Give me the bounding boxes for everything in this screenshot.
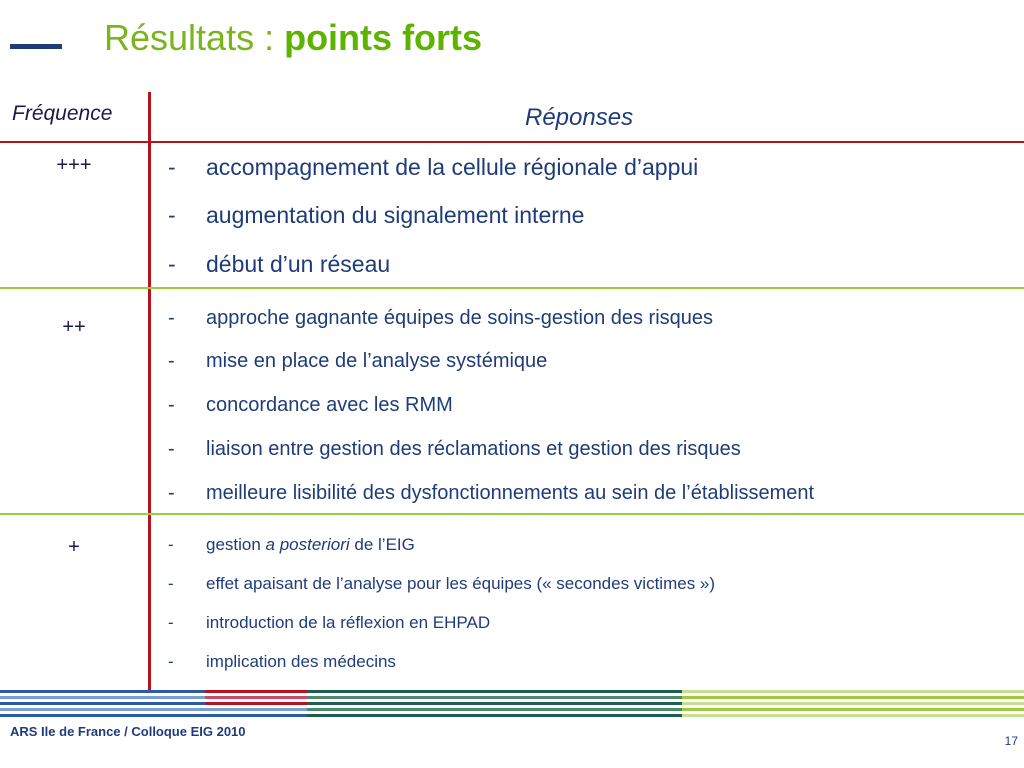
list-item: - accompagnement de la cellule régionale d’appui [168, 154, 699, 180]
stripe [205, 690, 307, 693]
frequency-low: + [68, 536, 80, 558]
stripe [682, 702, 1024, 705]
list-item: - approche gagnante équipes de soins-gestion des risques [168, 307, 714, 329]
header-divider [0, 141, 1024, 143]
decorative-stripes [0, 690, 1024, 718]
list-item: - augmentation du signalement interne [168, 202, 585, 228]
stripe [0, 702, 205, 705]
list-item-text: implication des médecins [206, 652, 396, 671]
title-highlight: points forts [284, 17, 483, 58]
logo-dash [10, 44, 62, 49]
list-item-text: début d’un réseau [206, 251, 391, 277]
stripe [307, 708, 682, 711]
frequency-high: +++ [56, 154, 92, 176]
stripe [0, 714, 205, 717]
stripe [682, 696, 1024, 699]
stripe [205, 714, 307, 717]
list-item: - meilleure lisibilité des dysfonctionnements au sein de l’établissement [168, 482, 815, 504]
page-number: 17 [1004, 734, 1018, 748]
stripe [205, 702, 307, 705]
stripe [307, 714, 682, 717]
list-item-text: effet apaisant de l’analyse pour les équipes (« secondes victimes ») [206, 574, 716, 593]
header-frequency: Fréquence [12, 102, 113, 125]
list-item-text: augmentation du signalement interne [206, 202, 585, 228]
list-item-italic: a posteriori [265, 535, 350, 554]
list-item-text: meilleure lisibilité des dysfonctionnements au sein de l’établissement [206, 482, 815, 504]
stripe [307, 702, 682, 705]
stripe [205, 696, 307, 699]
frequency-medium: ++ [62, 316, 86, 338]
list-item-text: introduction de la réflexion en EHPAD [206, 613, 491, 632]
list-item: - implication des médecins [168, 652, 396, 671]
list-item: - liaison entre gestion des réclamations et gestion des risques [168, 438, 741, 460]
stripe [682, 690, 1024, 693]
list-item-text: gestion [206, 535, 266, 554]
column-divider [148, 92, 151, 690]
stripe [0, 690, 205, 693]
stripe [682, 708, 1024, 711]
footer-text: ARS Ile de France / Colloque EIG 2010 [10, 724, 246, 739]
list-item-text: accompagnement de la cellule régionale d’appui [206, 154, 699, 180]
title-prefix: Résultats : [104, 17, 285, 58]
group-divider-1 [0, 287, 1024, 289]
stripe [0, 696, 205, 699]
slide-title [104, 16, 482, 60]
stripe [205, 708, 307, 711]
header-responses: Réponses [525, 104, 634, 131]
list-item-text: concordance avec les RMM [206, 394, 453, 416]
group-divider-2 [0, 513, 1024, 515]
list-item-text: de l’EIG [349, 535, 415, 554]
stripe [0, 708, 205, 711]
list-item: - introduction de la réflexion en EHPAD [168, 613, 491, 632]
stripe [307, 696, 682, 699]
list-item-text: mise en place de l’analyse systémique [206, 350, 548, 372]
list-item: - début d’un réseau [168, 251, 391, 277]
stripe [682, 714, 1024, 717]
list-item: - mise en place de l’analyse systémique [168, 350, 548, 372]
list-item-text: liaison entre gestion des réclamations et gestion des risques [206, 438, 741, 460]
list-item: - effet apaisant de l’analyse pour les équipes (« secondes victimes ») [168, 574, 716, 593]
list-item-text: approche gagnante équipes de soins-gestion des risques [206, 307, 714, 329]
stripe [307, 690, 682, 693]
list-item: - gestion a posteriori de l’EIG [168, 535, 415, 554]
list-item: - concordance avec les RMM [168, 394, 453, 416]
